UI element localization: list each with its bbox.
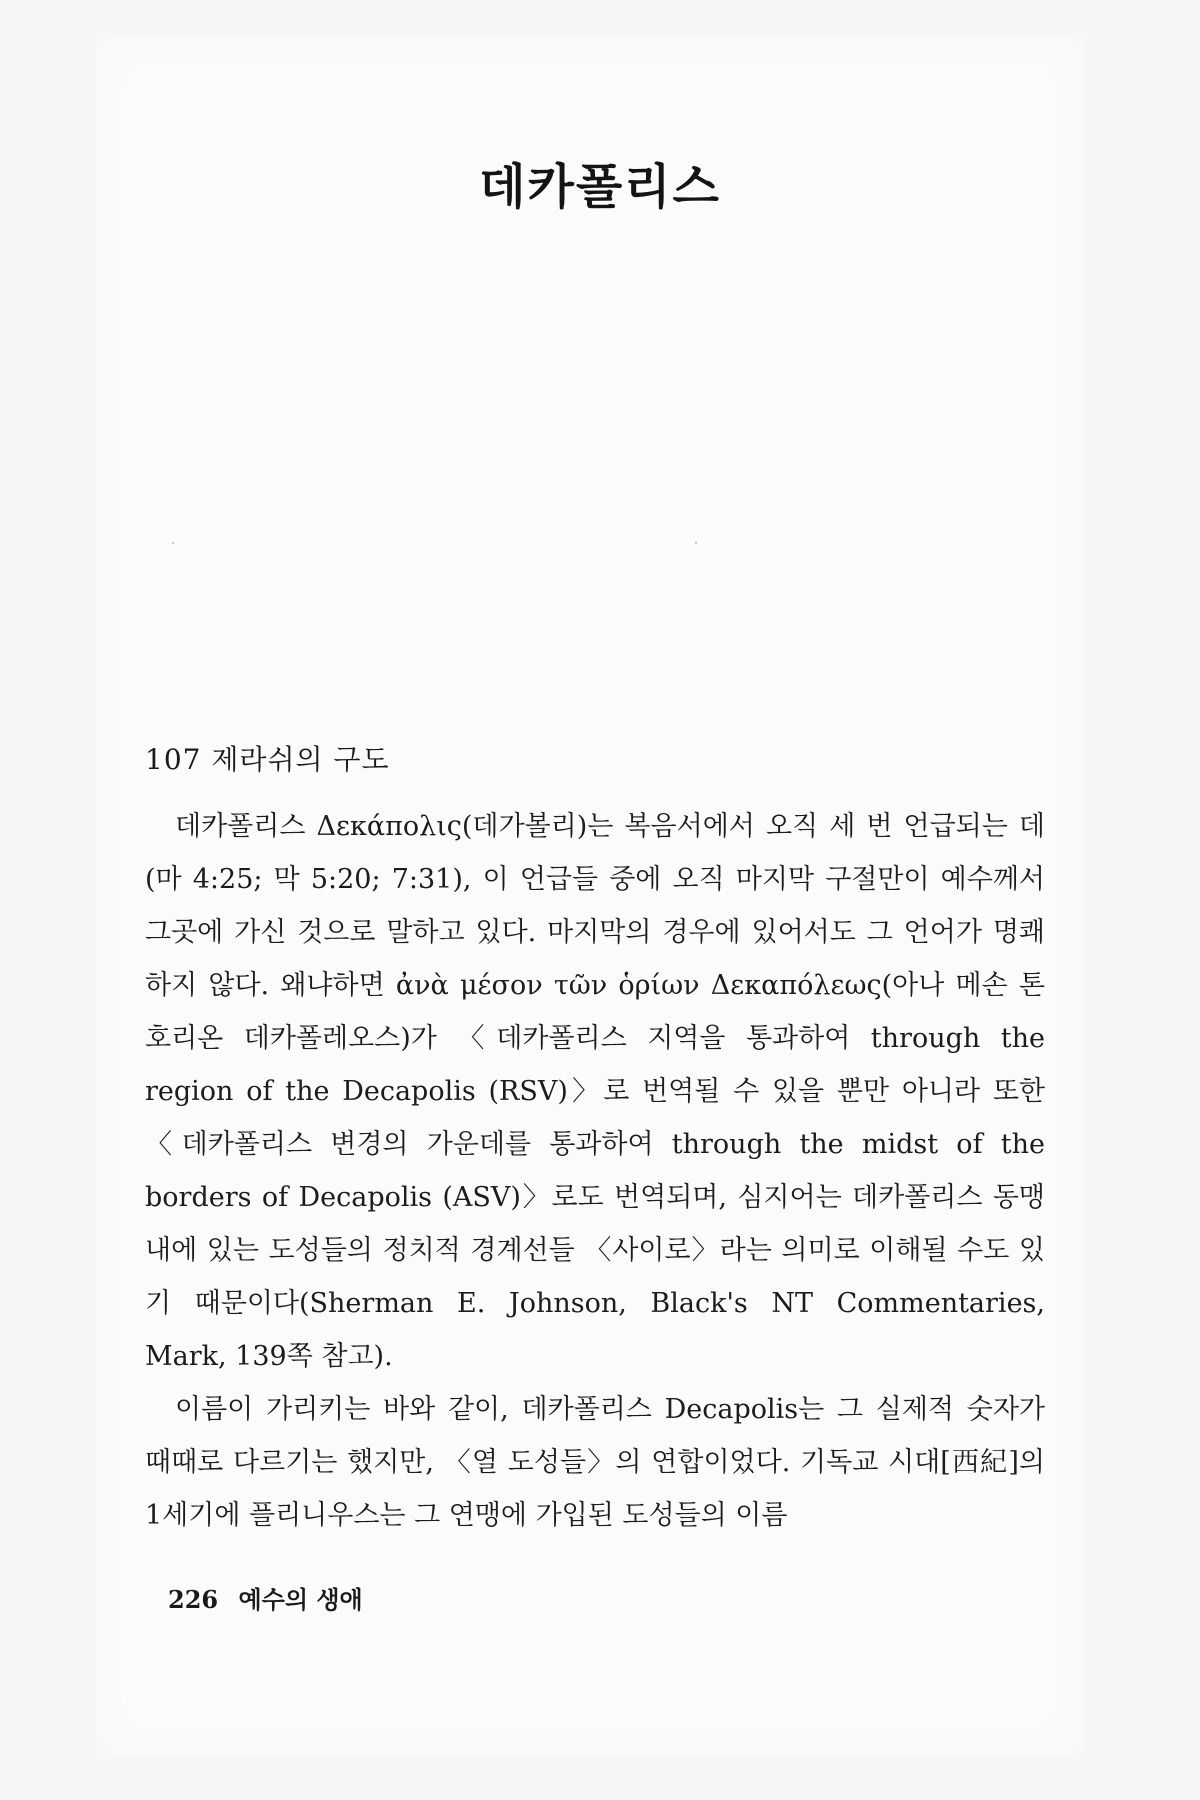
page-footer (168, 1580, 363, 1615)
paragraph: 데카폴리스 Δεκάπολις(데가볼리)는 복음서에서 오직 세 번 언급되는 데(마 4:25; 막 5:20; 7:31), 이 언급들 중에 오직 마지막 구절만이 예수께서 그곳에 가신 것으로 말하고 있다. 마지막의 경우에 있어서도 그 언어가 명쾌하지 않다. 왜냐하면 ἀνὰ μέσον τῶν ὁρίων Δεκαπόλεως(아나 메손 톤 호리온 데카폴레오스)가 〈데카폴리스 지역을 통과하여 through the region of the Decapolis (RSV)〉로 번역될 수 있을 뿐만 아니라 또한 〈데카폴리스 변경의 가운데를 통과하여 through the midst of the borders of Decapolis (ASV)〉로도 번역되며, 심지어는 데카폴리스 동맹 내에 있는 도성들의 정치적 경계선들 〈사이로〉라는 의미로 이해될 수도 있기 때문이다(Sherman E. Johnson, Black's NT Commentaries, Mark, 139쪽 참고). (145, 811, 1045, 1372)
speck (695, 542, 697, 544)
speck (172, 542, 174, 544)
paragraph: 이름이 가리키는 바와 같이, 데카폴리스 Decapolis는 그 실제적 숫자가 때때로 다르기는 했지만, 〈열 도성들〉의 연합이었다. 기독교 시대[西紀]의 1세기에 플리니우스는 그 연맹에 가입된 도성들의 이름 (145, 1394, 1045, 1531)
figure-area (150, 260, 1040, 680)
running-title: 예수의 생애 (238, 1585, 363, 1614)
body-text (145, 800, 1045, 1542)
page-title: 데카폴리스 (479, 159, 721, 215)
figure-caption: 107 제라쉬의 구도 (145, 743, 390, 776)
page-number: 226 (168, 1585, 219, 1614)
